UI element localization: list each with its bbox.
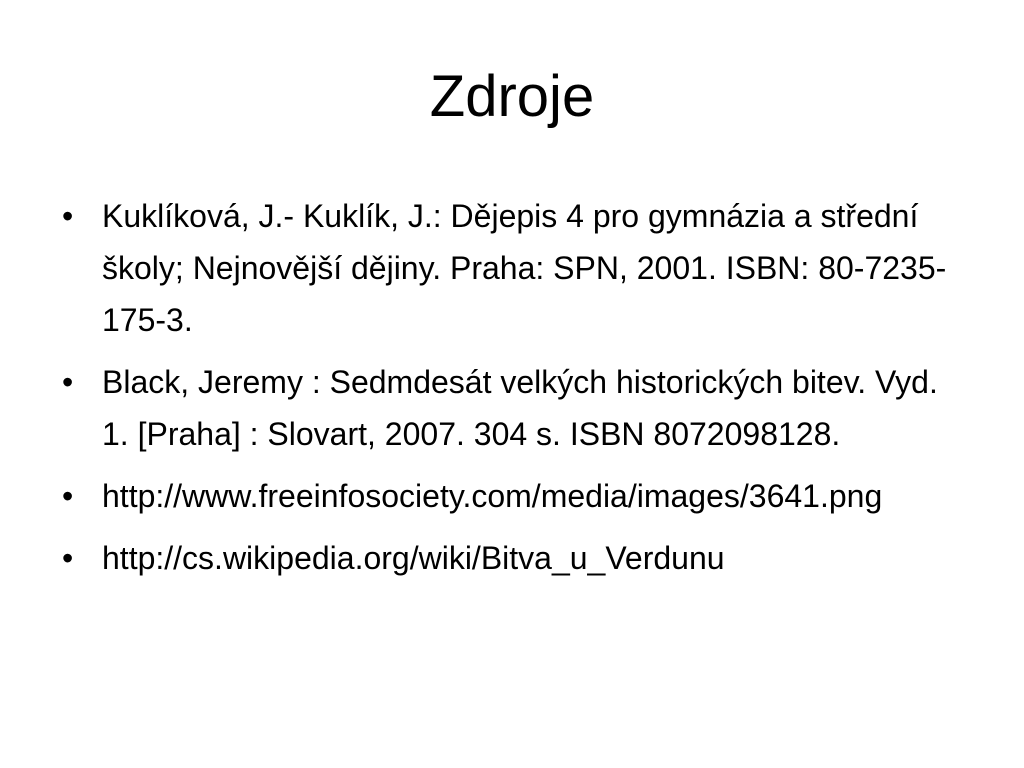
list-item: [62, 532, 962, 584]
bullet-icon: •: [62, 478, 74, 514]
list-item: [62, 356, 962, 460]
bullet-icon: •: [62, 364, 74, 400]
source-list: [62, 190, 962, 594]
list-item: [62, 190, 962, 346]
bullet-icon: •: [62, 198, 74, 234]
source-citation: Kuklíková, J.- Kuklík, J.: Dějepis 4 pro gymnázia a střední školy; Nejnovější dějiny. Praha: SPN, 2001. ISBN: 80-7235-175-3.: [102, 198, 947, 338]
source-citation: Black, Jeremy : Sedmdesát velkých historických bitev. Vyd. 1. [Praha] : Slovart, 2007. 304 s. ISBN 8072098128.: [102, 364, 938, 452]
slide-title: Zdroje: [429, 64, 595, 129]
bullet-icon: •: [62, 540, 74, 576]
list-item: [62, 470, 962, 522]
source-link[interactable]: http://cs.wikipedia.org/wiki/Bitva_u_Verdunu: [102, 540, 725, 576]
source-link[interactable]: http://www.freeinfosociety.com/media/images/3641.png: [102, 478, 883, 514]
